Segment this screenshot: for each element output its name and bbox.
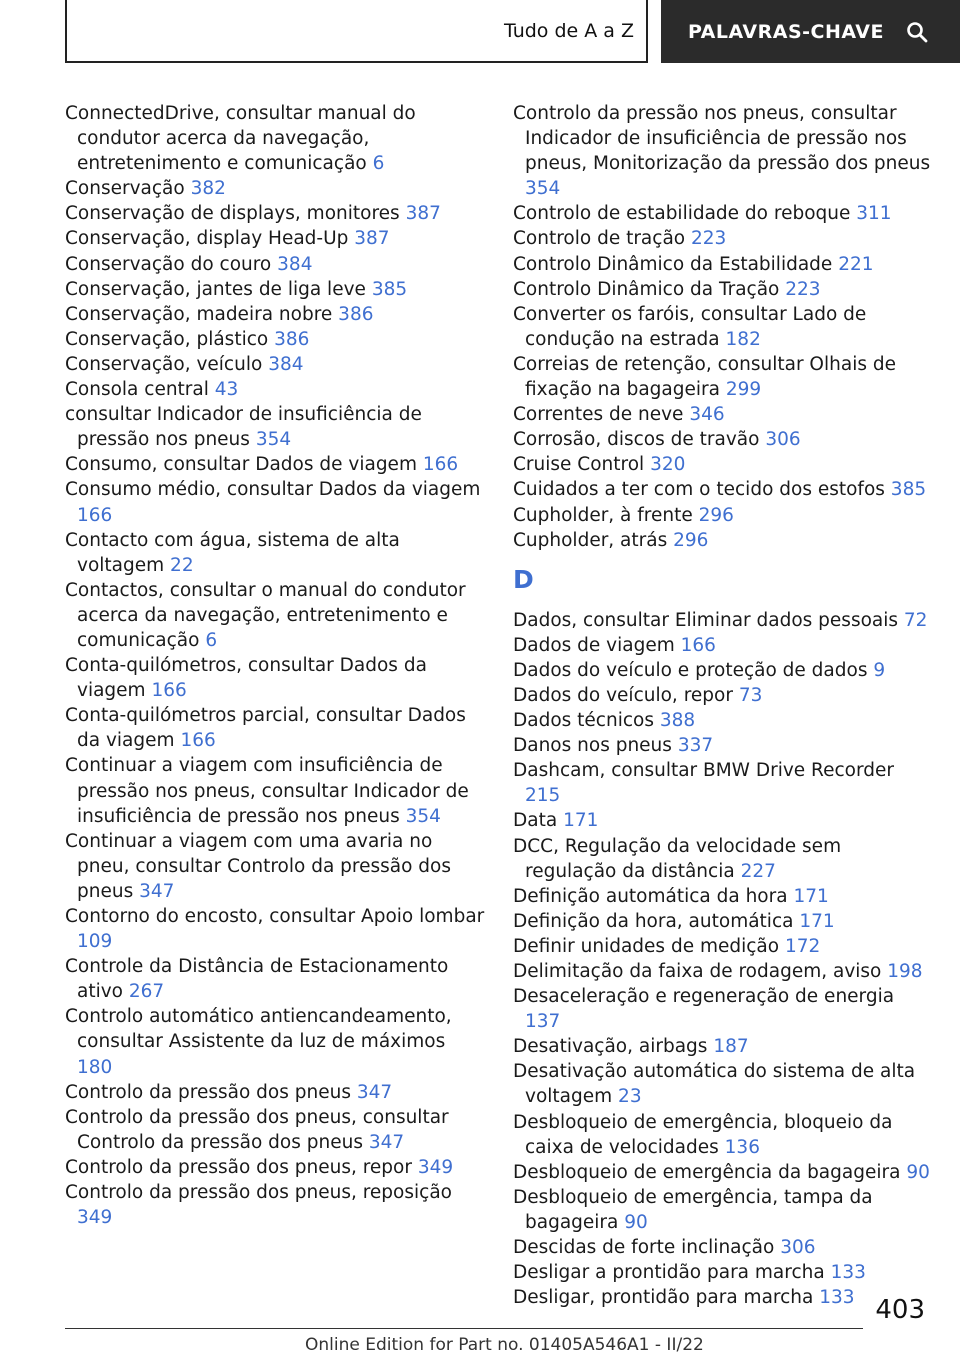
entry-text: Controlo da pressão dos pneus, reposição (65, 1182, 452, 1204)
page-reference-link[interactable]: 166 (422, 454, 459, 476)
page-reference-link[interactable]: 347 (356, 1081, 393, 1103)
entry-text: Conservação, veículo (65, 353, 263, 375)
entry-text: Controlo de estabilidade do reboque (513, 203, 851, 225)
entry-text: Controlo da pressão dos pneus, repor (65, 1156, 412, 1178)
page-reference-link[interactable]: 386 (274, 328, 310, 350)
entry-text: Contacto com água, sistema de alta voltagem (65, 529, 400, 576)
page-reference-link[interactable]: 384 (268, 353, 304, 375)
page-reference-link[interactable]: 311 (856, 203, 892, 225)
entry-text: Dashcam, consultar BMW Drive Recorder (513, 760, 894, 782)
entry-text: Desligar a prontidão para marcha (513, 1262, 825, 1284)
index-entry (513, 528, 933, 553)
index-entry (513, 708, 933, 733)
index-column-right (513, 101, 933, 1310)
index-entry (513, 1034, 933, 1059)
page-reference-link[interactable]: 388 (659, 710, 696, 732)
index-column-left (65, 101, 485, 1230)
index-entry (513, 984, 933, 1034)
entry-text: Dados de viagem (513, 634, 675, 656)
entry-text: Conta-quilómetros parcial, consultar Dados da viagem (65, 705, 466, 752)
entry-text: Controlo da pressão dos pneus (65, 1081, 351, 1103)
index-entry (513, 226, 933, 251)
page-reference-link[interactable]: 90 (624, 1211, 648, 1233)
entry-text: Conservação, jantes de liga leve (65, 278, 366, 300)
index-entry (65, 1004, 485, 1079)
entry-text: ConnectedDrive, consultar manual do condutor acerca da navegação, entretenimento e comunicação (65, 103, 416, 175)
entry-text: Conservação do couro (65, 253, 272, 275)
entry-text: Cuidados a ter com o tecido dos estofos (513, 479, 885, 501)
footer-divider (65, 1328, 863, 1329)
entry-text: Delimitação da faixa de rodagem, aviso (513, 961, 882, 982)
index-entry (513, 934, 933, 959)
tab-label: PALAVRAS-CHAVE (688, 20, 884, 43)
entry-text: Converter os faróis, consultar Lado de condução na estrada (513, 303, 867, 350)
page-reference-link[interactable]: 299 (725, 379, 762, 401)
index-entry (65, 277, 485, 302)
index-entry (65, 528, 485, 578)
entry-text: Controle da Distância de Estacionamento ativo (65, 956, 449, 1003)
index-entry (513, 733, 933, 758)
search-icon (906, 21, 928, 43)
index-entry (65, 327, 485, 352)
entry-text: Dados técnicos (513, 710, 654, 732)
index-entry (65, 477, 485, 527)
page-reference-link[interactable]: 354 (255, 429, 292, 451)
index-entry (513, 834, 933, 884)
page-reference-link[interactable]: 267 (128, 981, 165, 1003)
page-reference-link[interactable]: 386 (338, 303, 374, 325)
entry-text: Dados do veículo, repor (513, 684, 733, 706)
page-reference-link[interactable]: 23 (618, 1086, 642, 1108)
entry-text: Controlo Dinâmico da Estabilidade (513, 253, 833, 275)
index-entry (65, 452, 485, 477)
entry-text: Cupholder, à frente (513, 504, 693, 526)
page-reference-link[interactable]: 72 (903, 609, 928, 631)
page-reference-link[interactable]: 382 (190, 178, 226, 200)
page-reference-link[interactable]: 133 (830, 1262, 866, 1284)
index-entry (65, 352, 485, 377)
index-entry (513, 1110, 933, 1160)
index-entry (513, 402, 933, 427)
index-entry (513, 1235, 933, 1260)
index-entry (513, 352, 933, 402)
page-reference-link[interactable]: 166 (680, 634, 716, 656)
page-reference-link[interactable]: 347 (139, 880, 175, 902)
index-entry (513, 683, 933, 708)
page-reference-link[interactable]: 221 (838, 253, 874, 275)
entry-text: Conservação, plástico (65, 328, 269, 350)
entry-text: Desbloqueio de emergência da bagageira (513, 1161, 901, 1183)
page-reference-link[interactable]: 215 (525, 785, 561, 807)
entry-text: Continuar a viagem com uma avaria no pneu, consultar Controlo da pressão dos pneus (65, 830, 452, 902)
page-reference-link[interactable]: 90 (906, 1161, 930, 1183)
entry-text: Controlo da pressão dos pneus, consultar Controlo da pressão dos pneus (65, 1106, 449, 1153)
index-entry (513, 758, 933, 808)
page-reference-link[interactable]: 109 (77, 931, 113, 953)
page-reference-link[interactable]: 223 (691, 228, 727, 250)
entry-text: Desativação, airbags (513, 1036, 708, 1058)
index-entry (513, 427, 933, 452)
entry-text: Descidas de forte inclinação (513, 1237, 775, 1259)
entry-text: Controlo Dinâmico da Tração (513, 278, 780, 300)
index-entry (65, 829, 485, 904)
index-entry (65, 201, 485, 226)
tab-palavras-chave[interactable] (661, 0, 960, 63)
page-number: 403 (875, 1295, 925, 1325)
index-entry (65, 1180, 485, 1230)
page-reference-link[interactable]: 337 (677, 735, 714, 757)
entry-text: Definição automática da hora (513, 885, 788, 907)
footer-edition: Online Edition for Part no. 01405A546A1 - II/22 (305, 1335, 704, 1355)
page-reference-link[interactable]: 187 (713, 1036, 749, 1058)
page-reference-link[interactable]: 349 (417, 1156, 454, 1178)
page-reference-link[interactable]: 347 (368, 1131, 405, 1153)
page-reference-link[interactable]: 384 (277, 253, 313, 275)
index-entry (65, 653, 485, 703)
entry-text: Definição da hora, automática (513, 910, 794, 932)
page-reference-link[interactable]: 171 (563, 810, 599, 832)
index-entry (513, 1185, 933, 1235)
entry-text: Conservação de displays, monitores (65, 203, 400, 225)
index-entry (65, 252, 485, 277)
page-reference-link[interactable]: 387 (405, 203, 441, 225)
entry-text: consultar Indicador de insuficiência de pressão nos pneus (65, 404, 422, 451)
page-reference-link[interactable]: 306 (765, 429, 801, 451)
page-reference-link[interactable]: 171 (793, 885, 829, 907)
page-reference-link[interactable]: 137 (525, 1011, 561, 1033)
entry-text: Correias de retenção, consultar Olhais de fixação na bagageira (513, 353, 896, 401)
page-reference-link[interactable]: 166 (77, 504, 113, 526)
index-entry (65, 1155, 485, 1180)
entry-text: Definir unidades de medição (513, 935, 780, 957)
entry-text: Conservação (65, 178, 185, 200)
index-entry (65, 176, 485, 201)
index-entry (65, 101, 485, 176)
entry-text: Consola central (65, 379, 209, 401)
page-reference-link[interactable]: 180 (77, 1056, 113, 1078)
section-letter: D (513, 564, 534, 594)
page-reference-link[interactable]: 385 (890, 479, 927, 501)
index-entry (65, 377, 485, 402)
page-reference-link[interactable]: 306 (780, 1237, 816, 1259)
page-reference-link[interactable]: 354 (525, 178, 561, 200)
index-entry (513, 302, 933, 352)
entry-text: Cruise Control (513, 454, 645, 476)
entry-text: Desativação automática do sistema de alta voltagem (513, 1061, 916, 1108)
entry-text: Contorno do encosto, consultar Apoio lombar (65, 906, 485, 927)
entry-text: Desbloqueio de emergência, tampa da bagageira (513, 1186, 873, 1233)
index-entry (513, 658, 933, 683)
page-reference-link[interactable]: 6 (372, 153, 385, 175)
index-entry (513, 503, 933, 528)
entry-text: Consumo médio, consultar Dados da viagem (65, 479, 481, 501)
entry-text: Desbloqueio de emergência, bloqueio da caixa de velocidades (513, 1111, 893, 1158)
page-reference-link[interactable]: 227 (740, 860, 776, 882)
page-reference-link[interactable]: 182 (725, 328, 761, 350)
index-entry (65, 904, 485, 954)
index-entry (65, 753, 485, 828)
entry-text: Desligar, prontidão para marcha (513, 1287, 814, 1309)
tab-tudo-de-a-a-z[interactable] (65, 0, 648, 63)
index-entry (513, 608, 933, 633)
entry-text: Corrosão, discos de travão (513, 429, 760, 451)
index-entry (513, 252, 933, 277)
page-reference-link[interactable]: 387 (354, 228, 390, 250)
page-reference-link[interactable]: 133 (819, 1287, 855, 1309)
index-entry (513, 884, 933, 909)
entry-text: Controlo da pressão nos pneus, consultar Indicador de insuficiência de pressão nos pneus, Monitorização da pressão dos pneus (513, 103, 931, 175)
page-reference-link[interactable]: 223 (785, 278, 821, 300)
tab-label: Tudo de A a Z (503, 19, 634, 42)
entry-text: Correntes de neve (513, 404, 684, 426)
entry-text: Data (513, 810, 558, 832)
index-entry (513, 201, 933, 226)
page-reference-link[interactable]: 43 (214, 379, 239, 401)
page-reference-link[interactable]: 198 (887, 961, 923, 982)
entry-text: Desaceleração e regeneração de energia (513, 986, 895, 1008)
index-entry (513, 477, 933, 502)
page-reference-link[interactable]: 296 (673, 529, 709, 551)
index-entry (65, 703, 485, 753)
page-reference-link[interactable]: 166 (180, 730, 216, 752)
page-reference-link[interactable]: 22 (170, 554, 194, 576)
index-entry (513, 101, 933, 201)
entry-text: Danos nos pneus (513, 735, 672, 757)
index-entry (513, 1285, 933, 1310)
index-entry (513, 277, 933, 302)
entry-text: Dados, consultar Eliminar dados pessoais (513, 609, 899, 631)
index-entry (513, 452, 933, 477)
page-reference-link[interactable]: 346 (689, 404, 725, 426)
index-entry (65, 402, 485, 452)
page-reference-link[interactable]: 354 (405, 805, 441, 827)
index-entry (65, 578, 485, 653)
entry-text: Cupholder, atrás (513, 529, 668, 551)
page-reference-link[interactable]: 136 (724, 1136, 760, 1158)
entry-text: Consumo, consultar Dados de viagem (65, 454, 417, 476)
entry-text: Conta-quilómetros, consultar Dados da viagem (65, 655, 427, 702)
index-entry (65, 1080, 485, 1105)
page-reference-link[interactable]: 385 (371, 278, 408, 300)
entry-text: Controlo automático antiencandeamento, consultar Assistente da luz de máximos (65, 1006, 452, 1053)
page-reference-link[interactable]: 349 (77, 1207, 113, 1229)
index-entry (65, 954, 485, 1004)
entry-text: Contactos, consultar o manual do condutor acerca da navegação, entretenimento e comunicação (65, 579, 466, 651)
index-entry (513, 808, 933, 833)
entry-text: DCC, Regulação da velocidade sem regulação da distância (513, 835, 842, 882)
page-reference-link[interactable]: 73 (738, 684, 763, 706)
entry-text: Dados do veículo e proteção de dados (513, 659, 868, 681)
page-reference-link[interactable]: 320 (650, 454, 686, 476)
index-entry (65, 302, 485, 327)
index-entry (513, 1260, 933, 1285)
page-reference-link[interactable]: 172 (784, 935, 821, 957)
page-reference-link[interactable]: 6 (205, 629, 218, 651)
index-entry (513, 1059, 933, 1109)
index-entry (513, 909, 933, 934)
entry-text: Conservação, display Head-Up (65, 228, 349, 250)
entry-text: Controlo de tração (513, 228, 686, 250)
index-entry (513, 1160, 933, 1185)
index-entry (513, 959, 933, 984)
page-reference-link[interactable]: 171 (799, 910, 835, 932)
index-entry (65, 1105, 485, 1155)
page-reference-link[interactable]: 166 (151, 680, 187, 702)
index-entry (65, 226, 485, 251)
page-reference-link[interactable]: 9 (873, 659, 886, 681)
entry-text: Continuar a viagem com insuficiência de pressão nos pneus, consultar Indicador de insuficiência de pressão nos pneus (65, 755, 469, 827)
entry-text: Conservação, madeira nobre (65, 303, 333, 325)
page-reference-link[interactable]: 296 (698, 504, 734, 526)
index-entry (513, 633, 933, 658)
